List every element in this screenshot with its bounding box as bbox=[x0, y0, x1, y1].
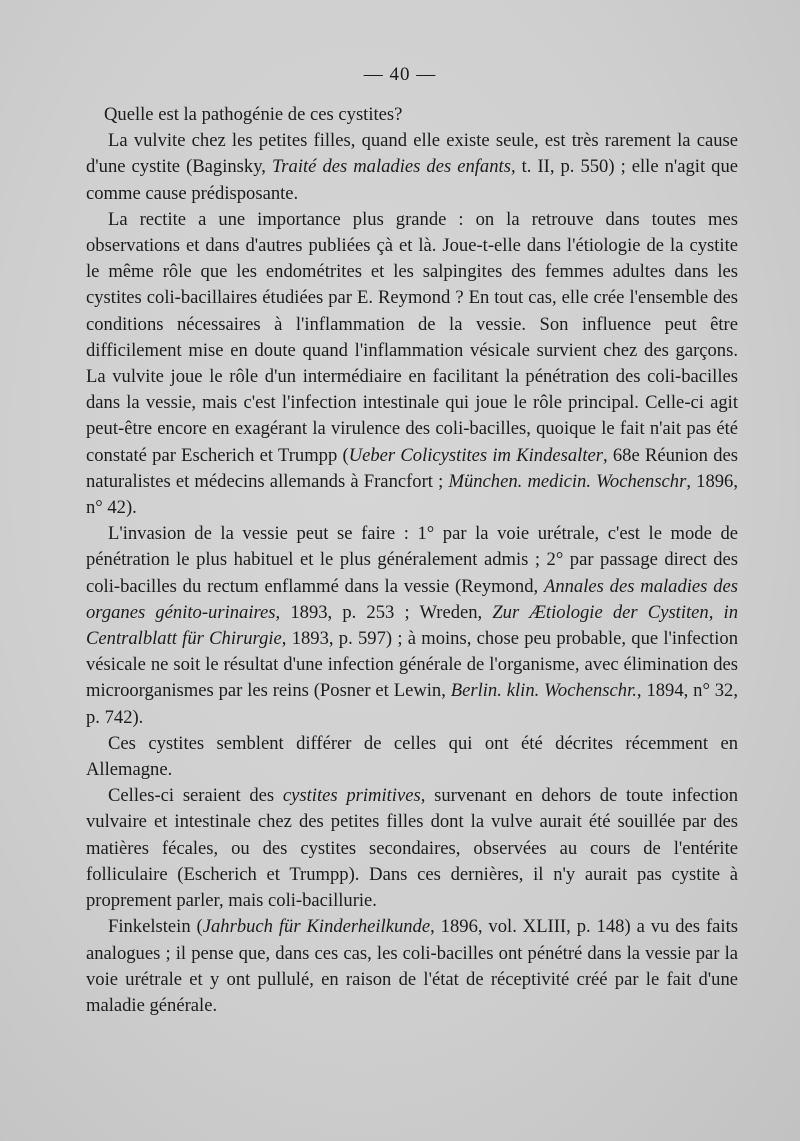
paragraph bbox=[86, 914, 738, 1019]
paragraph-text: , 1896, n° 42). bbox=[86, 470, 738, 519]
paragraph-text: , 1896, vol. XLIII, p. 148) a vu des faits analogues ; il pense que, dans ces cas, les coli-bacilles ont pénétré dans la vessie par la voie urétrale et y ont pullulé, en raison de l'état de réceptivité créé par le fait d'une maladie générale. bbox=[86, 916, 738, 1016]
paragraph bbox=[86, 102, 738, 128]
citation-title: Annales des maladies des organes génito-urinaires bbox=[86, 575, 739, 623]
paragraph-text: Finkelstein ( bbox=[108, 916, 203, 938]
paragraph-text: La vulvite chez les petites filles, quand elle existe seule, est très rarement la cause d'une cystite (Baginsky, bbox=[86, 130, 738, 178]
paragraph bbox=[86, 128, 738, 207]
paragraph bbox=[86, 207, 738, 521]
citation-title: Zur Ætiologie der Cystiten, in Centralblatt für Chirurgie bbox=[86, 601, 738, 650]
paragraph-text: Ces cystites semblent différer de celles qui ont été décrites récemment en Allemagne. bbox=[86, 732, 738, 781]
paragraph-text: , 1893, p. 253 ; Wreden, bbox=[275, 601, 493, 623]
citation-title: Ueber Colicystites im Kindesalter bbox=[348, 444, 603, 466]
page-number: — 40 — bbox=[363, 64, 437, 85]
paragraph-text: Quelle est la pathogénie de ces cystites? bbox=[104, 104, 403, 125]
paragraph-text: La rectite a une importance plus grande : on la retrouve dans toutes mes observations et dans d'autres publiées çà et là. Joue-t-elle dans l'étiologie de la cystite le même rôle que les endométrites et les salpingites des femmes adultes dans les cystites coli-bacillaires étudiées par E. Reymond ? En tout cas, elle crée l'ensemble des conditions nécessaires à l'inflammation de la vessie. Son influence peut être difficilement mise en doute quand l'inflammation vésicale survient chez des garçons. La vulvite joue le rôle d'un intermédiaire en facilitant la pénétration des coli-bacilles dans la vessie, mais c'est l'infection intestinale qui joue le rôle principal. Celle-ci agit peut-être encore en exagérant la virulence des coli-bacilles, quoique le fait n'ait pas été constaté par Escherich et Trumpp ( bbox=[86, 208, 738, 466]
paragraph-text: , survenant en dehors de toute infection vulvaire et intestinale chez des petites filles dont la vulve aurait été souillée par des matières fécales, ou des cystites secondaires, observées au cours de l'entérite folliculaire (Escherich et Trumpp). Dans ces dernières, il n'y aurait pas cystite à proprement parler, mais coli-bacillurie. bbox=[86, 785, 738, 912]
citation-title: Jahrbuch für Kinderheilkunde bbox=[202, 916, 431, 938]
paragraph bbox=[86, 731, 738, 783]
paragraph-text: , 1894, n° 32, p. 742). bbox=[86, 680, 738, 728]
citation-title: Berlin. klin. Wochenschr. bbox=[450, 680, 637, 702]
paragraph-text: Celles-ci seraient des bbox=[108, 785, 283, 807]
paragraph-text: , 1893, p. 597) ; à moins, chose peu probable, que l'infection vésicale ne soit le résultat d'une infection générale de l'organisme, avec élimination des microorganismes par les reins (Posner et Lewin, bbox=[86, 628, 738, 702]
citation-title: Traité des maladies des enfants bbox=[271, 156, 511, 178]
paragraph-text: L'invasion de la vessie peut se faire : 1° par la voie urétrale, c'est le mode de pénétration le plus habituel et le plus généralement admis ; 2° par passage direct des coli-bacilles du rectum enflammé dans la vessie (Reymond, bbox=[86, 523, 738, 597]
citation-title: München. medicin. Wochenschr bbox=[448, 470, 687, 492]
paragraph bbox=[86, 521, 738, 731]
paragraph-text: , t. II, p. 550) ; elle n'agit que comme cause prédisposante. bbox=[86, 156, 739, 204]
paragraph-text: , 68e Réunion des naturalistes et médecins allemands à Francfort ; bbox=[86, 444, 739, 492]
citation-title: cystites primitives bbox=[282, 785, 421, 807]
paragraph bbox=[86, 783, 738, 914]
body-text bbox=[86, 102, 738, 1019]
